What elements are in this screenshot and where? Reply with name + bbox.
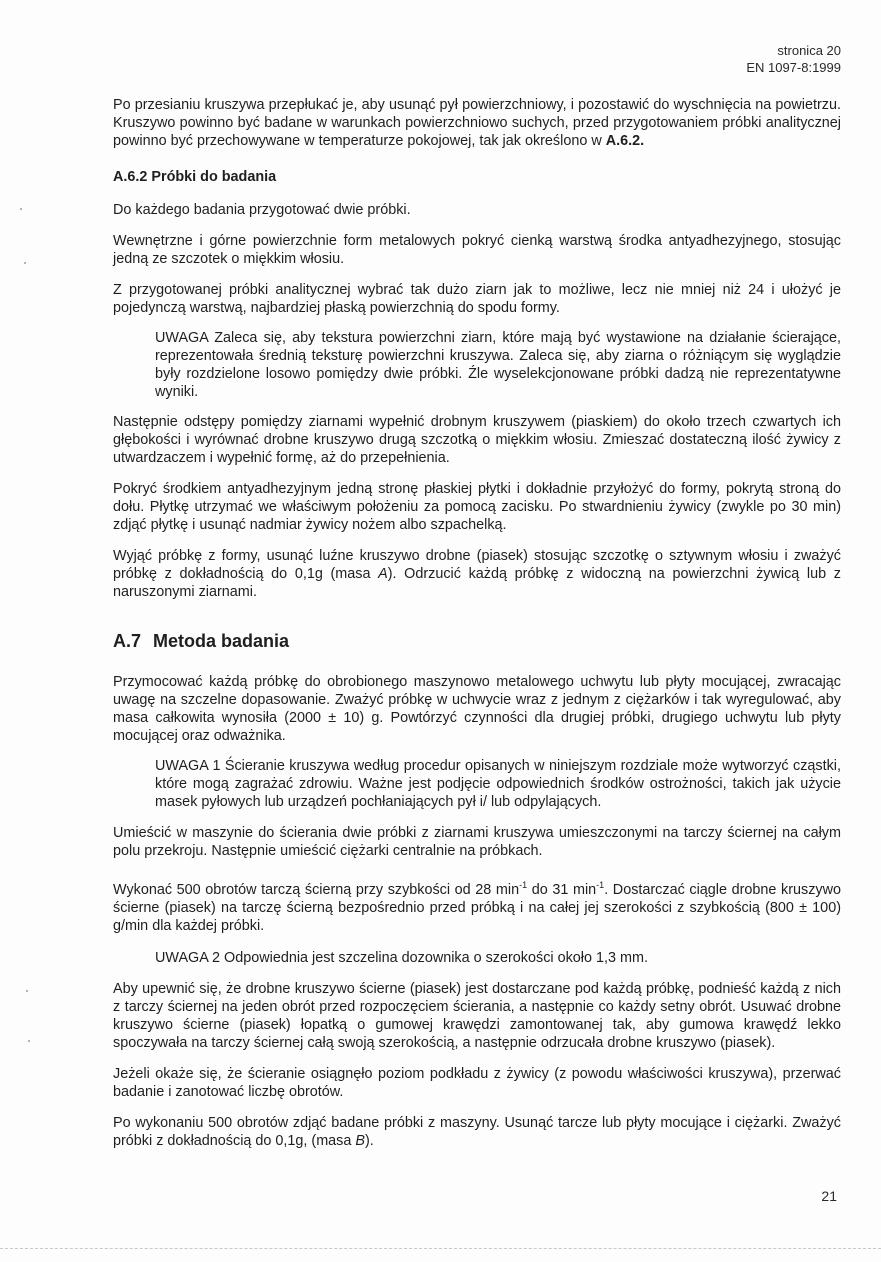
document-body xyxy=(113,96,841,1150)
paragraph: Wykonać 500 obrotów tarczą ścierną przy szybkości od 28 $\min^{-1}$ do 31 $\min^{-1}$. Dostarczać ciągle drobne kruszywo ścierne (piasek) na tarczę ścierną bezpośrednio przed próbką i na całej jej szerokości z szybkością (800 ± 100) g/min dla każdej próbki. xyxy=(113,880,841,934)
page-label: stronica 20 xyxy=(777,43,841,58)
paragraph: Pokryć środkiem antyadhezyjnym jedną stronę płaskiej płytki i dokładnie przyłożyć do formy, pokrytą stroną do dołu. Płytkę utrzymać we właściwym położeniu za pomocą zacisku. Po stwardnieniu żywicy (zwykle po 30 min) zdjąć płytkę i usunąć nadmiar żywicy nożem albo szpachelką. xyxy=(113,481,841,533)
paragraph: Aby upewnić się, że drobne kruszywo ścierne (piasek) jest dostarczane pod każdą próbkę, podnieść każdą z nich z tarczy ściernej na jeden obrót przed rozpoczęciem ścierania, a następnie co każdy setny obrót. Usuwać drobne kruszywo ścierne (piasek) łopatką o gumowej krawędzi zamontowanej tak, aby gumowa krawędź lekko spoczywała na tarczy ściernej całą swoją szerokością, a następnie odrzucała drobne kruszywo (piasek). xyxy=(113,981,841,1051)
scan-speck xyxy=(28,1040,30,1042)
section-reference: A.6.2. xyxy=(605,133,645,149)
note: UWAGA Zaleca się, aby tekstura powierzchni ziarn, które mają być wystawione na działanie ścierające, reprezentowała średnią teksturę powierzchni kruszywa. Zaleca się, aby ziarna o różniącym się wyglądzie były rozdzielone losowo pomiędzy dwie próbki. Źle wyselekcjonowane próbki dadzą nie reprezentatywne wyniki. xyxy=(155,330,841,400)
page-header xyxy=(746,42,841,76)
standard-number: EN 1097-8:1999 xyxy=(746,60,841,75)
section-heading-a7 xyxy=(113,630,841,652)
paragraph: Wewnętrzne i górne powierzchnie form metalowych pokryć cienką warstwą środka antyadhezyjnego, stosując jedną ze szczotek o miękkim włosiu. xyxy=(113,233,841,267)
bottom-edge-line xyxy=(0,1248,881,1249)
paragraph: Jeżeli okaże się, że ścieranie osiągnęło poziom podkładu z żywicy (z powodu właściwości kruszywa), przerwać badanie i zanotować liczbę obrotów. xyxy=(113,1066,841,1100)
paragraph: Po przesianiu kruszywa przepłukać je, aby usunąć pył powierzchniowy, i pozostawić do wyschnięcia na powietrzu. Kruszywo powinno być badane w warunkach powierzchniowo suchych, przed przygotowaniem próbki analitycznej powinno być przechowywane w temperaturze pokojowej, tak jak określono w A.6.2. xyxy=(113,97,841,149)
mass-variable: A xyxy=(378,566,388,582)
note: UWAGA 1 Ścieranie kruszywa według procedur opisanych w niniejszym rozdziale może wytworzyć cząstki, które mogą zagrażać zdrowiu. Ważne jest podjęcie odpowiednich środków ostrożności, takich jak użycie masek pyłowych lub urządzeń pochłaniających pył i/ lub odpylających. xyxy=(155,758,841,810)
paragraph: Do każdego badania przygotować dwie próbki. xyxy=(113,202,411,218)
section-number: A.7 xyxy=(113,631,142,651)
paragraph: Wyjąć próbkę z formy, usunąć luźne kruszywo drobne (piasek) stosując szczotkę o sztywnym włosiu i zważyć próbkę z dokładnością do 0,1g (masa A). Odrzucić każdą próbkę z widoczną na powierzchni żywicą lub z naruszonymi ziarnami. xyxy=(113,548,841,600)
page-number: 21 xyxy=(821,1188,837,1204)
paragraph: Po wykonaniu 500 obrotów zdjąć badane próbki z maszyny. Usunąć tarcze lub płyty mocujące i ciężarki. Zważyć próbki z dokładnością do 0,1g, (masa B). xyxy=(113,1115,841,1149)
scan-speck xyxy=(26,990,28,992)
paragraph: Przymocować każdą próbkę do obrobionego maszynowo metalowego uchwytu lub płyty mocującej, zwracając uwagę na szczelne dopasowanie. Zważyć próbkę w uchwycie wraz z jednym z ciężarków i tak wyregulować, aby masa całkowita wynosiła (2000 ± 10) g. Powtórzyć czynności dla drugiej próbki, drugiego uchwytu lub płyty mocującej oraz odważnika. xyxy=(113,674,841,744)
paragraph: Umieścić w maszynie do ścierania dwie próbki z ziarnami kruszywa umieszczonymi na tarczy ściernej na całym polu przekroju. Następnie umieścić ciężarki centralnie na próbkach. xyxy=(113,825,841,859)
note: UWAGA 2 Odpowiednia jest szczelina dozownika o szerokości około 1,3 mm. xyxy=(155,950,648,966)
scan-speck xyxy=(24,262,26,264)
mass-variable: B xyxy=(355,1133,365,1149)
scan-speck xyxy=(20,208,22,210)
paragraph: Następnie odstępy pomiędzy ziarnami wypełnić drobnym kruszywem (piaskiem) do około trzech czwartych ich głębokości i wyrównać drobne kruszywo drugą szczotką o miękkim włosiu. Zmieszać dostateczną ilość żywicy z utwardzaczem i wypełnić formę, aż do przepełnienia. xyxy=(113,414,841,466)
section-heading-a62: A.6.2 Próbki do badania xyxy=(113,169,277,185)
paragraph: Z przygotowanej próbki analitycznej wybrać tak dużo ziarn jak to możliwe, lecz nie mniej niż 24 i ułożyć je pojedynczą warstwą, najbardziej płaską powierzchnią do spodu formy. xyxy=(113,282,841,316)
section-title: Metoda badania xyxy=(153,631,290,651)
